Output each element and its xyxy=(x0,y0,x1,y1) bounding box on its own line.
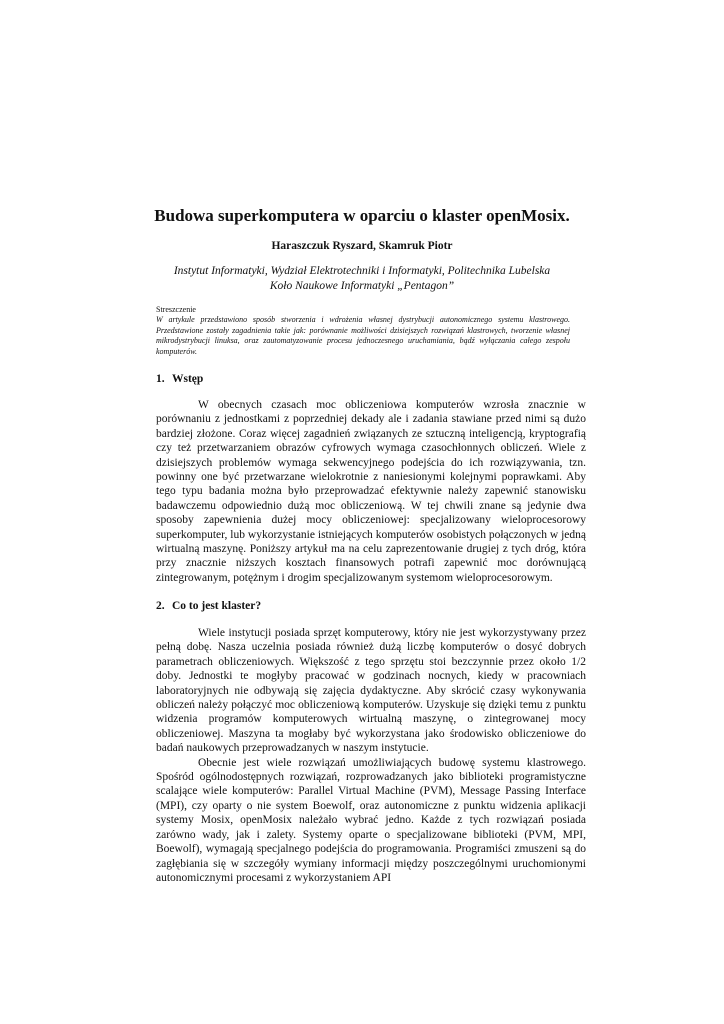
section-body-1 xyxy=(156,398,586,585)
section-title-2: Co to jest klaster? xyxy=(172,600,262,612)
paper-affiliation xyxy=(100,264,624,294)
section-title-1: Wstęp xyxy=(172,373,204,385)
abstract-text: W artykule przedstawiono sposób stworzenia i wdrożenia własnej dystrybucji autonomicznego systemu klastrowego. Przedstawione zostały zagadnienia takie jak: porównanie możliwości dzisiejszych rozwiązań klastrowych, tworzenie własnej mikrodystrybucji linuksa, oraz zautomatyzowanie procesu jednoczesnego uruchamiania, bądź wyłączania całego zespołu komputerów. xyxy=(156,315,570,356)
section-heading-1 xyxy=(156,372,203,386)
paper-authors: Haraszczuk Ryszard, Skamruk Piotr xyxy=(271,240,453,252)
section-heading-2 xyxy=(156,599,261,613)
abstract-label: Streszczenie xyxy=(156,305,196,314)
paragraph: Obecnie jest wiele rozwiązań umożliwiających budowę systemu klastrowego. Spośród ogólnodostępnych rozwiązań, rozprowadzanych jako biblioteki programistyczne scalające wiele komputerów: Parallel Virtual Machine (PVM), Message Passing Interface (MPI), czy oparty o nie system Boewolf, oraz autonomiczne z punktu widzenia aplikacji systemy Mosix, openMosix należało wybrać jedno. Każde z tych rozwiązań posiada zarówno wady, jak i zalety. Systemy oparte o specjalizowane biblioteki (PVM, MPI, Boewolf), wymagają specjalnego podejścia do programowania. Programiści zmuszeni są do zagłębiania się w szczegóły wymiany informacji między poszczególnymi uruchomionymi autonomicznymi procesami z wykorzystaniem API xyxy=(156,756,586,884)
paragraph: Wiele instytucji posiada sprzęt komputerowy, który nie jest wykorzystywany przez pełną dobę. Nasza uczelnia posiada również dużą liczbę komputerów o dosyć dobrych parametrach obliczeniowych. Większość z tego sprzętu stoi bezczynnie przez około 1/2 doby. Jednostki te mogłyby pracować w godzinach nocnych, kiedy w pracowniach laboratoryjnych nie odbywają się zajęcia dydaktyczne. Aby skrócić czasy wykonywania obliczeń należy połączyć moc obliczeniową komputerów. Uzyskuje się dzięki temu z punktu widzenia programów komputerowych wirtualną maszynę, o zintegrowanej mocy obliczeniowej. Maszyna ta mogłaby być wykorzystana jako środowisko obliczeniowe do badań naukowych przeprowadzanych w naszym instytucie. xyxy=(156,627,586,755)
paragraph: W obecnych czasach moc obliczeniowa komputerów wzrosła znacznie w porównaniu z jednostkami z poprzedniej dekady ale i zadania stawiane przed nimi są dużo bardziej złożone. Coraz więcej zagadnień związanych ze sztuczną inteligencją, kryptografią czy też przetwarzaniem obrazów cyfrowych wymaga czasochłonnych obliczeń. Wiele z dzisiejszych problemów wymaga sekwencyjnego podejścia do ich rozwiązywania, tzn. powinny one być przetwarzane wielokrotnie z naniesionymi kolejnymi poprawkami. Aby tego typu badania można było przeprowadzać efektywnie należy zapewnić stanowisku badawczemu odpowiednio dużą moc obliczeniową. W tej chwili znane są jedynie dwa sposoby zapewnienia dużej mocy obliczeniowej: specjalizowany wieloprocesorowy superkomputer, lub wykorzystanie istniejących komputerów osobistych połączonych w jedną wirtualną maszynę. Poniższy artykuł ma na celu zaprezentowanie drugiej z tych dróg, która przy znacznie niższych kosztach finansowych potrafi zapewnić moc dorównującą zintegrowanym, potężnym i drogim specjalizowanym systemom wieloprocesorowym. xyxy=(156,399,586,584)
affiliation-line-2: Koło Naukowe Informatyki „Pentagon” xyxy=(269,280,455,292)
affiliation-line-1: Instytut Informatyki, Wydział Elektrotechniki i Informatyki, Politechnika Lubelska xyxy=(173,265,551,277)
section-body-2 xyxy=(156,626,586,885)
section-number-2: 2. xyxy=(156,600,165,612)
section-number-1: 1. xyxy=(156,373,165,385)
paper-title: Budowa superkomputera w oparciu o klaster openMosix. xyxy=(154,206,570,225)
